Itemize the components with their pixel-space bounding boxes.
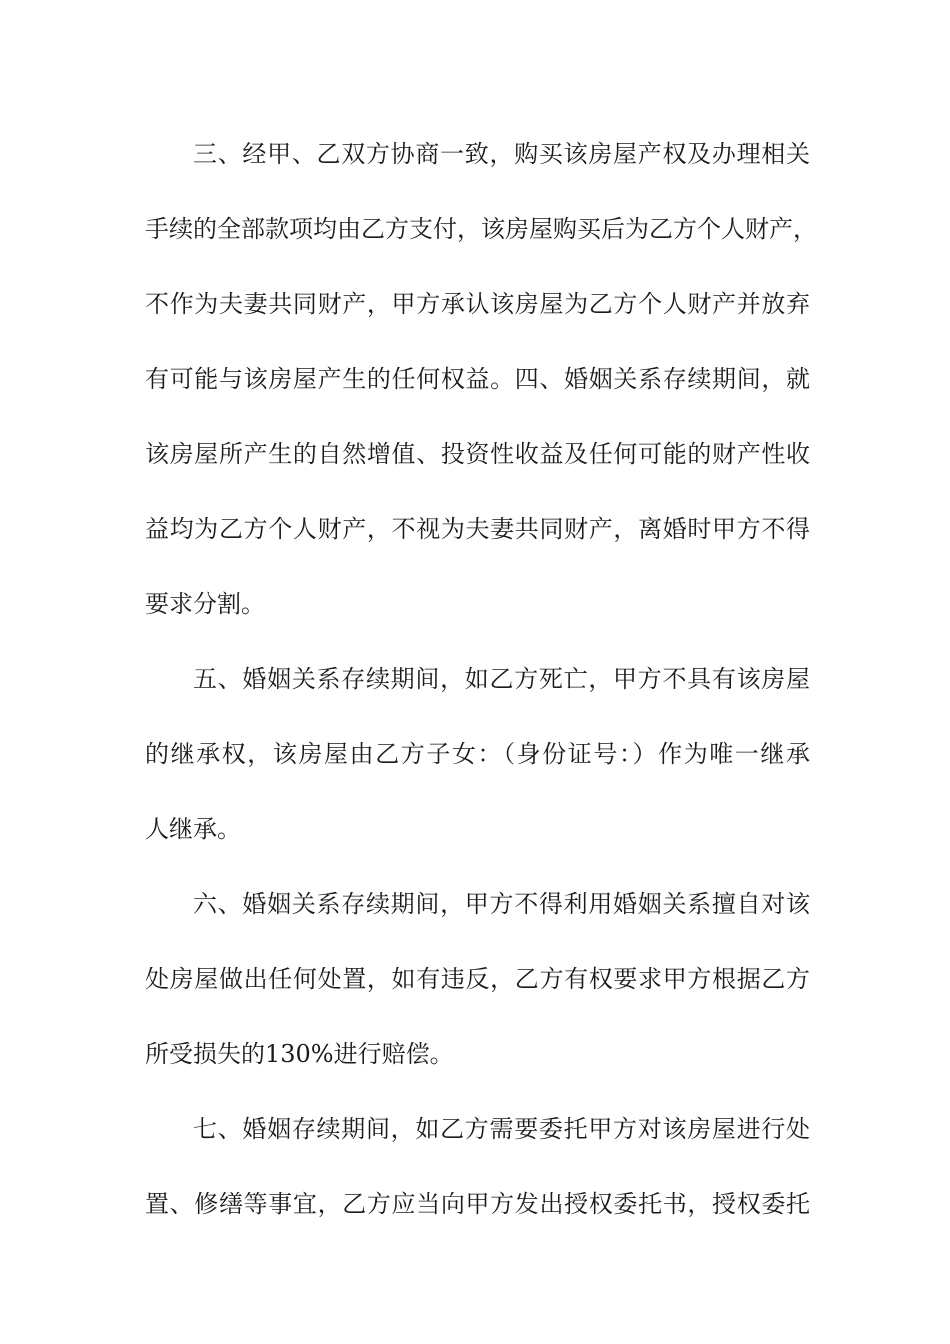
paragraph-3-line-1: 三、经甲、乙双方协商一致，购买该房屋产权及办理相关 <box>193 140 810 168</box>
paragraph-3-line-5: 该房屋所产生的自然增值、投资性收益及任何可能的财产性收 <box>145 440 810 468</box>
paragraph-3-line-7: 要求分割。 <box>145 590 265 618</box>
paragraph-6-line-2: 处房屋做出任何处置，如有违反，乙方有权要求甲方根据乙方 <box>145 965 810 993</box>
paragraph-6-line-3: 所受损失的130%进行赔偿。 <box>145 1040 454 1068</box>
paragraph-6-line-1: 六、婚姻关系存续期间，甲方不得利用婚姻关系擅自对该 <box>193 890 810 918</box>
paragraph-3-line-2: 手续的全部款项均由乙方支付，该房屋购买后为乙方个人财产， <box>145 215 817 243</box>
paragraph-3-line-4: 有可能与该房屋产生的任何权益。四、婚姻关系存续期间，就 <box>145 365 810 393</box>
paragraph-5-line-1: 五、婚姻关系存续期间，如乙方死亡，甲方不具有该房屋 <box>193 665 810 693</box>
paragraph-5-line-3: 人继承。 <box>145 815 241 843</box>
paragraph-5-line-2: 的继承权，该房屋由乙方子女：（身份证号：）作为唯一继承 <box>145 740 810 768</box>
paragraph-3-line-3: 不作为夫妻共同财产，甲方承认该房屋为乙方个人财产并放弃 <box>145 290 810 318</box>
paragraph-7-line-2: 置、修缮等事宜，乙方应当向甲方发出授权委托书，授权委托 <box>145 1190 810 1218</box>
paragraph-7-line-1: 七、婚姻存续期间，如乙方需要委托甲方对该房屋进行处 <box>193 1115 810 1143</box>
paragraph-3-line-6: 益均为乙方个人财产，不视为夫妻共同财产，离婚时甲方不得 <box>145 515 810 543</box>
